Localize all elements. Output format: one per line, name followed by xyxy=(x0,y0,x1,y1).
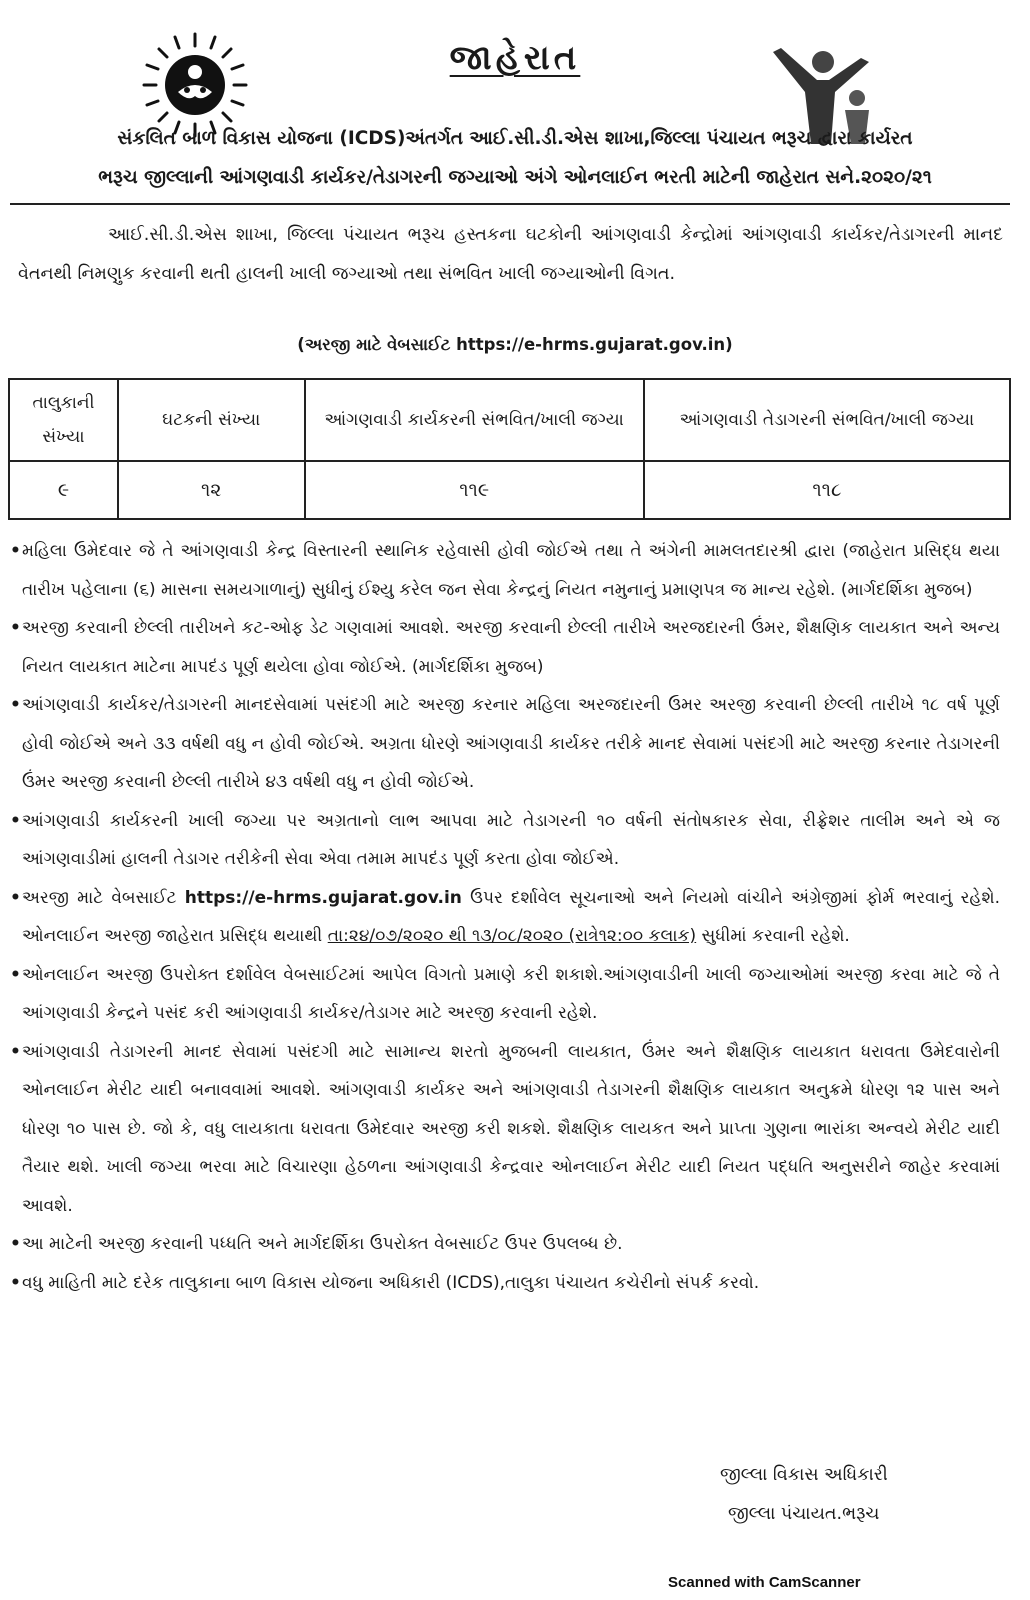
header-taluka-count: તાલુકાની સંખ્યા xyxy=(9,379,118,461)
list-item: • અરજી કરવાની છેલ્લી તારીખને કટ-ઓફ ડેટ ગણવામાં આવશે. અરજી કરવાની છેલ્લી તારીખે અરજદારની ઉંમર, શૈક્ષણિક લાયકાત અને અન્ય નિયત લાયકાત માટેના માપદંડ પૂર્ણ થયેલા હોવા જોઈએ. (માર્ગદર્શિકા મુજબ) xyxy=(10,609,1000,686)
list-item: • આંગણવાડી કાર્યકરની ખાલી જગ્યા પર અગ્રતાનો લાભ આપવા માટે તેડાગરની ૧૦ વર્ષની સંતોષકારક સેવા, રીફ્રેશર તાલીમ અને એ જ આંગણવાડીમાં હાલની તેડાગર તરીકેની સેવા એવા તમામ માપદંડ પૂર્ણ કરતા હોવા જોઈએ. xyxy=(10,802,1000,879)
list-item: • ઓનલાઈન અરજી ઉપરોક્ત દર્શાવેલ વેબસાઈટમાં આપેલ વિગતો પ્રમાણે કરી શકાશે.આંગણવાડીની ખાલી જગ્યાઓમાં અરજી કરવા માટે જે તે આંગણવાડી કેન્દ્રને પસંદ કરી આંગણવાડી કાર્યકર/તેડાગર માટે અરજી કરવાની રહેશે. xyxy=(10,956,1000,1033)
bullet-text: સુધીમાં કરવાની રહેશે. xyxy=(696,926,850,946)
list-item: • આ માટેની અરજી કરવાની પધ્ધતિ અને માર્ગદર્શિકા ઉપરોક્ત વેબસાઈટ ઉપર ઉપલબ્ધ છે. xyxy=(10,1225,1000,1264)
table-header-row xyxy=(9,379,1010,461)
header-unit-count: ઘટકની સંખ્યા xyxy=(118,379,305,461)
scanner-watermark: Scanned with CamScanner xyxy=(668,1574,861,1591)
table-row xyxy=(9,461,1010,519)
vacancy-table xyxy=(8,378,1011,520)
list-item: • આંગણવાડી કાર્યકર/તેડાગરની માનદસેવામાં પસંદગી માટે અરજી કરનાર મહિલા અરજદારની ઉમર અરજી કરવાની છેલ્લી તારીખે ૧૮ વર્ષ પૂર્ણ હોવી જોઈએ અને ૩૩ વર્ષથી વધુ ન હોવી જોઈએ. અગ્રતા ધોરણે આંગણવાડી કાર્યકર તરીકે માનદ સેવામાં પસંદગી માટે અરજી કરનાર તેડાગરની ઉંમર અરજી કરવાની છેલ્લી તારીખે ૪૩ વર્ષથી વધુ ન હોવી જોઈએ. xyxy=(10,686,1000,802)
cell-worker-vacancy: ૧૧૯ xyxy=(305,461,644,519)
page-title: જાહેરાત xyxy=(449,38,581,78)
list-item: • આંગણવાડી તેડાગરની માનદ સેવામાં પસંદગી માટે સામાન્ય શરતો મુજબની લાયકાત, ઉંમર અને શૈક્ષણિક લાયકાત ધરાવતા ઉમેદવારોની ઓનલાઈન મેરીટ યાદી બનાવવામાં આવશે. આંગણવાડી કાર્યકર અને આંગણવાડી તેડાગરની શૈક્ષણિક લાયકાત અનુક્રમે ધોરણ ૧૨ પાસ અને ધોરણ ૧૦ પાસ છે. જો કે, વધુ લાયકાતા ધરાવતા ઉમેદવાર અરજી કરી શકશે. શૈક્ષણિક લાયકત અને પ્રાપ્તા ગુણના ભારાંકા અન્વયે મેરીટ યાદી તૈયાર થશે. ખાલી જગ્યા ભરવા માટે વિચારણા હેઠળના આંગણવાડી કેન્દ્રવાર ઓનલાઈન મેરીટ યાદી નિયત પદ્ધતિ અનુસરીને જાહેર કરવામાં આવશે. xyxy=(10,1033,1000,1226)
conditions-list xyxy=(10,532,1000,1302)
cell-taluka-count: ૯ xyxy=(9,461,118,519)
header-helper-vacancy: આંગણવાડી તેડાગરની સંભવિત/ખાલી જગ્યા xyxy=(644,379,1010,461)
header-worker-vacancy: આંગણવાડી કાર્યકરની સંભવિત/ખાલી જગ્યા xyxy=(305,379,644,461)
cell-helper-vacancy: ૧૧૮ xyxy=(644,461,1010,519)
list-item: • વધુ માહિતી માટે દરેક તાલુકાના બાળ વિકાસ યોજના અધિકારી (ICDS),તાલુકા પંચાયત કચેરીનો સંપર્ક કરવો. xyxy=(10,1264,1000,1303)
bullet-text: અરજી માટે વેબસાઈટ xyxy=(22,887,185,908)
subtitle-line-2: ભરૂચ જીલ્લાની આંગણવાડી કાર્યકર/તેડાગરની જગ્યાઓ અંગે ઓનલાઈન ભરતી માટેની જાહેરાત સને.૨૦૨૦/૨૧ xyxy=(98,167,932,188)
list-item xyxy=(10,879,1000,956)
signatory-title: જીલ્લા વિકાસ અધિકારી xyxy=(720,1465,888,1485)
application-date-range: તા:૨૪/૦૭/૨૦૨૦ થી ૧૩/૦૮/૨૦૨૦ (રાત્રે૧૨:૦૦ કલાક) xyxy=(327,926,697,946)
website-note: (અરજી માટે વેબસાઈટ https://e-hrms.gujarat.gov.in) xyxy=(297,335,733,354)
cell-unit-count: ૧૨ xyxy=(118,461,305,519)
intro-paragraph: આઈ.સી.ડી.એસ શાખા, જિલ્લા પંચાયત ભરૂચ હસ્તકના ઘટકોની આંગણવાડી કેન્દ્રોમાં આંગણવાડી કાર્યકર/તેડાગરની માનદ વેતનથી નિમણુક કરવાની થતી હાલની ખાલી જગ્યાઓ તથા સંભવિત ખાલી જગ્યાઓની વિગત. xyxy=(18,225,1003,284)
list-item: • મહિલા ઉમેદવાર જે તે આંગણવાડી કેન્દ્ર વિસ્તારની સ્થાનિક રહેવાસી હોવી જોઈએ તથા તે અંગેની મામલતદારશ્રી દ્વારા (જાહેરાત પ્રસિદ્ધ થયા તારીખ પહેલાના (૬) માસના સમયગાળાનું) સુધીનું ઈશ્યુ કરેલ જન સેવા કેન્દ્રનું નિયત નમુનાનું પ્રમાણપત્ર જ માન્ય રહેશે. (માર્ગદર્શિકા મુજબ) xyxy=(10,532,1000,609)
subtitle-line-1: સંકલિત બાળ વિકાસ યોજના (ICDS)અંતર્ગત આઈ.સી.ડી.એસ શાખા,જિલ્લા પંચાયત ભરૂચ દ્વારા કાર્યરત xyxy=(117,128,913,149)
website-link[interactable]: https://e-hrms.gujarat.gov.in xyxy=(184,887,462,908)
bullet-text: ઉપર દર્શાવેલ સૂચનાઓ અને નિયમો વાંચીને અંગ્રેજીમાં ફોર્મ ભરવાનું રહેશે. ઓનલાઈન અરજી જાહેરાત પ્રસિદ્ધ થયાથી xyxy=(22,887,1000,946)
divider xyxy=(10,203,1010,205)
signatory-office: જીલ્લા પંચાયત.ભરૂચ xyxy=(728,1504,880,1524)
